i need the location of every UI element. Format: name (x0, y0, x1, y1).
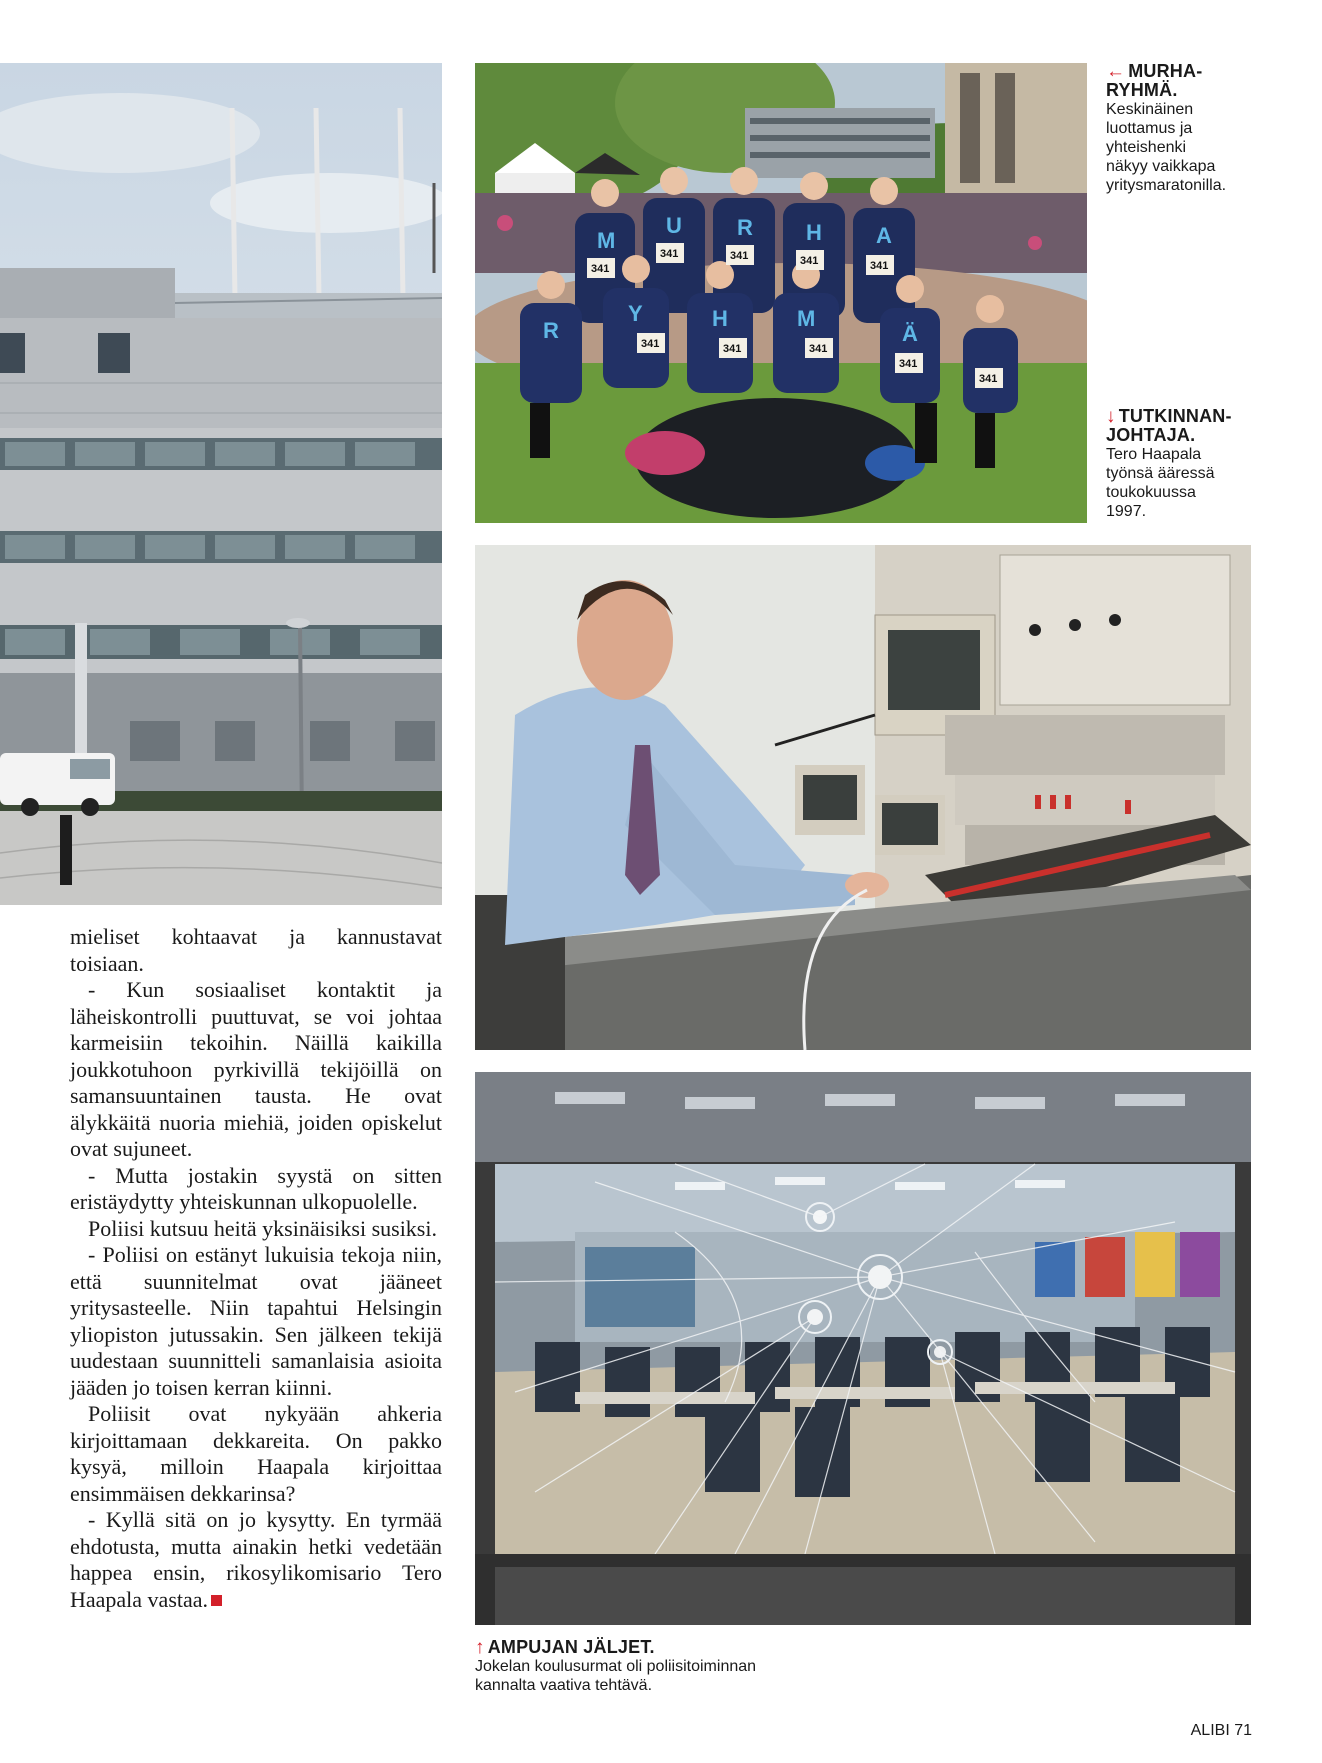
shattered-glass-photo (475, 1072, 1251, 1625)
bib-number: 341 (660, 248, 679, 260)
caption-title-line: JOHTAJA. (1106, 425, 1196, 445)
shirt-letter: A (876, 223, 892, 248)
article-paragraph-last (70, 1507, 442, 1613)
caption-tutkinnanjohtaja (1106, 407, 1316, 521)
caption-line: luottamus ja (1106, 120, 1193, 137)
officer-at-desk-photo (475, 545, 1251, 1050)
caption-line: yhteishenki (1106, 139, 1187, 156)
article-paragraph: Poliisit ovat nykyään ahkeria kirjoittamaan dekkareita. On pakko kysyä, milloin Haapala kirjoittaa ensimmäisen dekkarinsa? (70, 1401, 442, 1506)
bib-number: 341 (730, 250, 749, 262)
caption-line: Tero Haapala (1106, 446, 1202, 463)
team-marathon-photo (475, 63, 1087, 523)
bib-number: 341 (899, 358, 918, 370)
caption-line: näkyy vaikkapa (1106, 158, 1216, 175)
bib-number: 341 (979, 373, 998, 385)
caption-text (1106, 445, 1316, 521)
caption-line: 1997. (1106, 503, 1147, 520)
shirt-letter: Ä (902, 321, 918, 346)
caption-line: kannalta vaativa tehtävä. (475, 1677, 653, 1694)
bib-number: 341 (723, 343, 742, 355)
caption-line: yritysmaratonilla. (1106, 177, 1227, 194)
team-illustration (475, 63, 1087, 523)
caption-title (475, 1638, 935, 1657)
building-illustration (0, 63, 442, 905)
arrow-up-icon: ↑ (475, 1637, 485, 1658)
bib-number: 341 (809, 343, 828, 355)
shirt-letter: H (806, 220, 822, 245)
caption-title-line: MURHA- (1128, 61, 1203, 81)
bib-number: 341 (800, 255, 819, 267)
glass-illustration (475, 1072, 1251, 1625)
building-photo (0, 63, 442, 905)
shirt-letter: H (712, 306, 728, 331)
caption-text (1106, 100, 1316, 195)
article-body (70, 924, 442, 1613)
shirt-letter: Y (628, 301, 643, 326)
caption-title-line: TUTKINNAN- (1118, 406, 1232, 426)
article-paragraph: Poliisi kutsuu heitä yksinäisiksi susiksi. (88, 1215, 437, 1241)
caption-title (1106, 407, 1316, 445)
shirt-letter: M (797, 306, 816, 331)
page-number: ALIBI 71 (1190, 1722, 1252, 1739)
end-of-article-icon (211, 1595, 222, 1606)
bib-number: 341 (641, 338, 660, 350)
arrow-down-icon: ↓ (1106, 406, 1116, 427)
article-paragraph-text: - Kyllä sitä on jo kysytty. En tyrmää ehdotusta, mutta ainakin hetki vedetään happea ensin, rikosylikomisario Tero Haapala vastaa. (70, 1507, 442, 1612)
shirt-letter: M (597, 228, 616, 253)
shirt-letter: R (737, 215, 753, 240)
shirt-letter: U (666, 213, 682, 238)
bib-number: 341 (591, 263, 610, 275)
article-paragraph: - Mutta jostakin syystä on sitten eristäydytty yhteiskunnan ulkopuolelle. (70, 1162, 442, 1214)
caption-line: Keskinäinen (1106, 101, 1194, 118)
article-paragraph: mieliset kohtaavat ja kannustavat toisiaan. (70, 924, 442, 976)
shirt-letter: R (543, 318, 559, 343)
article-paragraph: - Kun sosiaaliset kontaktit ja läheiskontrolli puuttuvat, se voi johtaa karmeisiin tekoihin. Näillä kaikilla joukkotuhoon pyrkivillä tekijöillä on samansuuntainen tausta. He ovat älykkäitä nuoria miehiä, joiden opiskelut ovat sujuneet. (70, 977, 442, 1161)
caption-title (1106, 62, 1316, 100)
bib-number: 341 (870, 260, 889, 272)
caption-murharyhma (1106, 62, 1316, 195)
caption-title-line: AMPUJAN JÄLJET. (487, 1637, 655, 1657)
caption-line: toukokuussa (1106, 484, 1196, 501)
caption-title-line: RYHMÄ. (1106, 80, 1178, 100)
caption-line: Jokelan koulusurmat oli poliisitoiminnan (475, 1658, 757, 1675)
arrow-left-icon: ← (1106, 61, 1126, 82)
officer-illustration (475, 545, 1251, 1050)
caption-text (475, 1657, 935, 1695)
caption-ampujan-jaljet (475, 1638, 935, 1695)
caption-line: työnsä ääressä (1106, 465, 1215, 482)
article-paragraph: - Poliisi on estänyt lukuisia tekoja niin, että suunnitelmat ovat jääneet yritysasteelle. Niin tapahtui Helsingin yliopiston jutussakin. Sen jälkeen tekijä uudestaan suunnitteli samanlaisia asioita jääden jo toisen kerran kiinni. (70, 1242, 442, 1400)
